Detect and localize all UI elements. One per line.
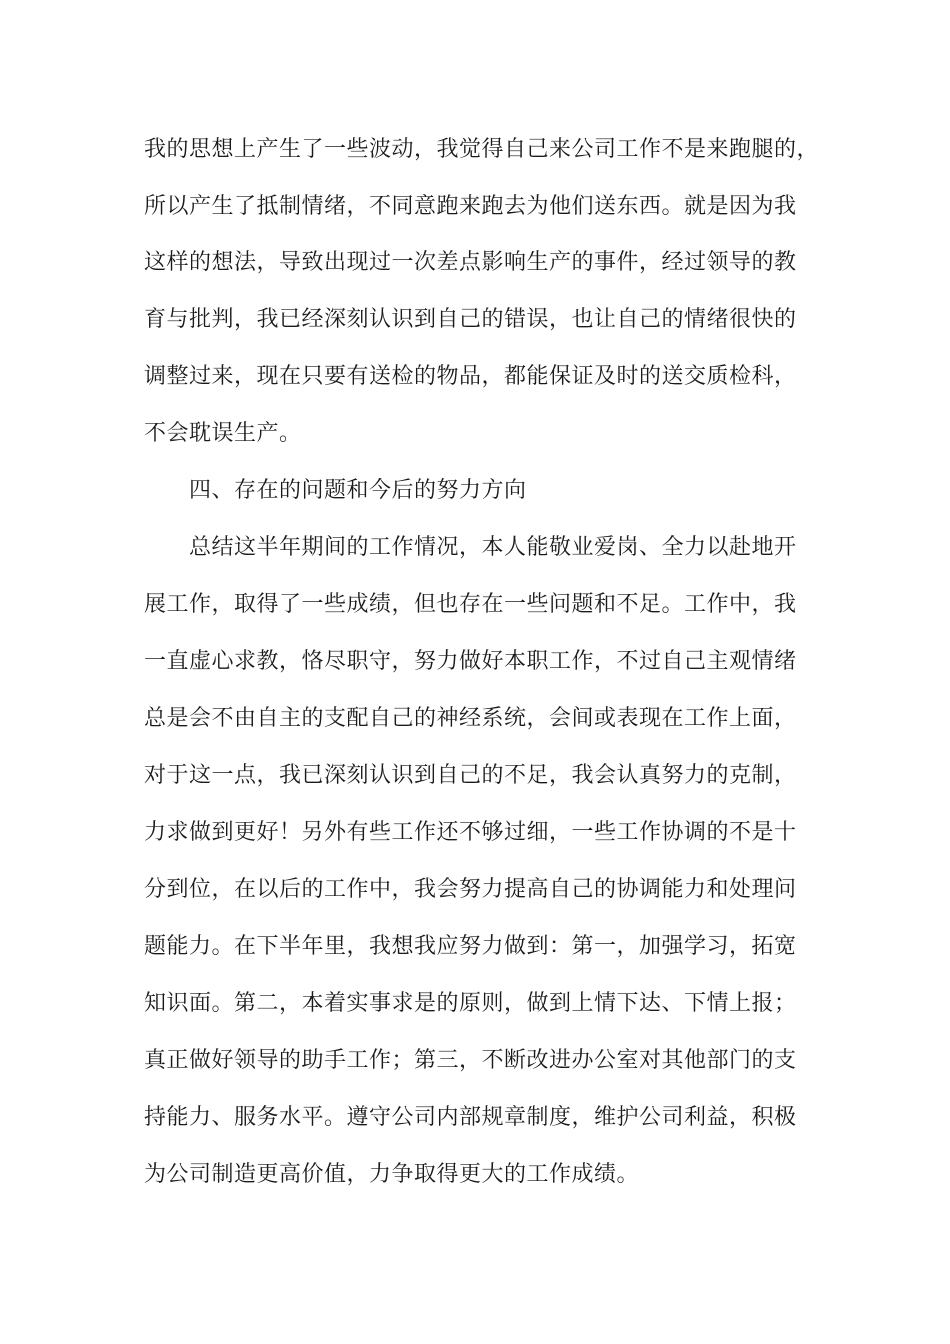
text-line: 题能力。在下半年里，我想我应努力做到：第一，加强学习，拓宽 (144, 934, 797, 959)
section-heading: 四、存在的问题和今后的努力方向 (189, 478, 527, 503)
text-line: 不会耽误生产。 (144, 421, 302, 446)
text-line: 总结这半年期间的工作情况，本人能敬业爱岗、全力以赴地开 (189, 535, 797, 560)
text-line: 持能力、服务水平。遵守公司内部规章制度，维护公司利益，积极 (144, 1105, 797, 1130)
text-line: 展工作，取得了一些成绩，但也存在一些问题和不足。工作中，我 (144, 592, 797, 617)
text-line: 为公司制造更高价值，力争取得更大的工作成绩。 (144, 1162, 640, 1187)
text-line: 育与批判，我已经深刻认识到自己的错误，也让自己的情绪很快的 (144, 307, 797, 332)
text-line: 对于这一点，我已深刻认识到自己的不足，我会认真努力的克制， (144, 763, 797, 788)
text-line: 一直虚心求教，恪尽职守，努力做好本职工作，不过自己主观情绪 (144, 649, 797, 674)
text-line: 力求做到更好！另外有些工作还不够过细，一些工作协调的不是十 (144, 820, 797, 845)
text-line: 总是会不由自主的支配自己的神经系统，会间或表现在工作上面， (144, 706, 797, 731)
text-line: 分到位，在以后的工作中，我会努力提高自己的协调能力和处理问 (144, 877, 797, 902)
text-line: 知识面。第二，本着实事求是的原则，做到上情下达、下情上报； (144, 991, 797, 1016)
text-line: 所以产生了抵制情绪，不同意跑来跑去为他们送东西。就是因为我 (144, 194, 797, 219)
text-line: 这样的想法，导致出现过一次差点影响生产的事件，经过领导的教 (144, 250, 797, 275)
text-line: 我的思想上产生了一些波动，我觉得自己来公司工作不是来跑腿的， (144, 137, 820, 162)
text-line: 真正做好领导的助手工作；第三，不断改进办公室对其他部门的支 (144, 1048, 797, 1073)
text-line: 调整过来，现在只要有送检的物品，都能保证及时的送交质检科， (144, 364, 797, 389)
